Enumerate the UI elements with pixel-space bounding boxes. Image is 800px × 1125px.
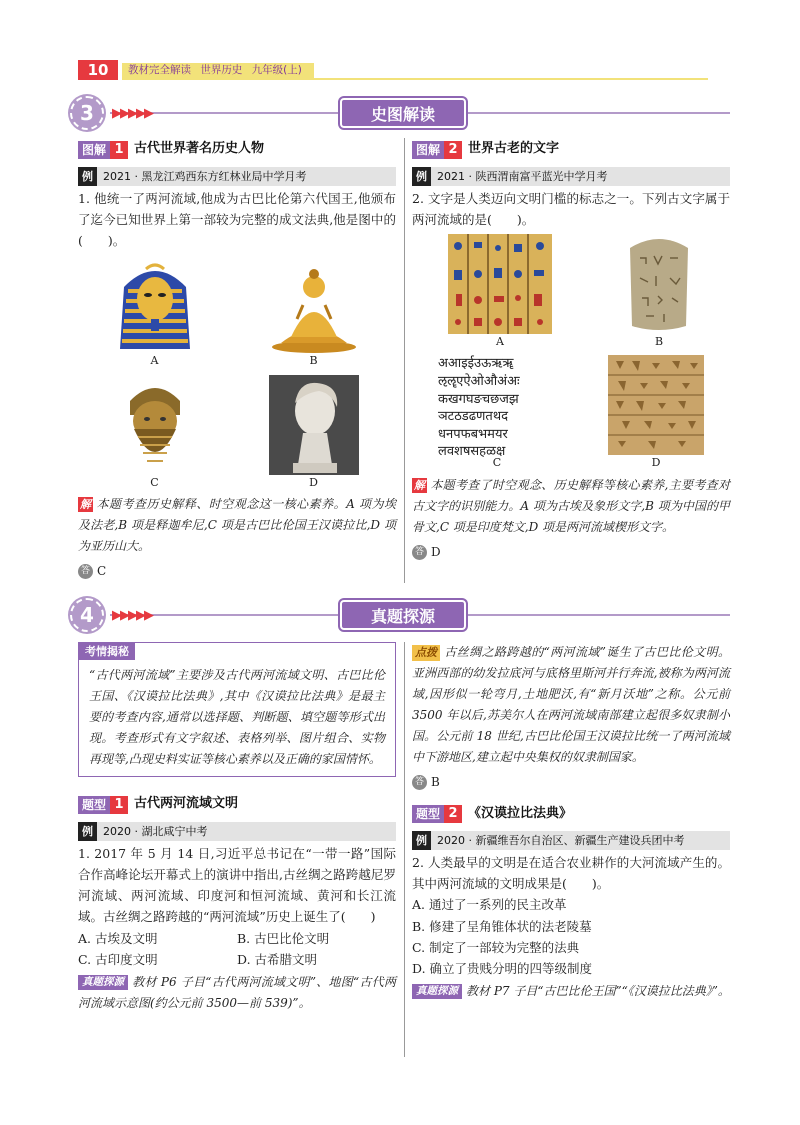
sanskrit-line: धनपफबभमयर: [438, 426, 508, 442]
section-title: 真题探源: [340, 600, 466, 630]
cuneiform-tablet-icon: [608, 355, 704, 455]
hint: [412, 642, 730, 768]
page-number: 10: [78, 60, 118, 80]
question-type-2: [412, 802, 730, 825]
explain-label: 解: [80, 498, 91, 512]
hieroglyphs-icon: [448, 234, 552, 334]
image-row: [412, 355, 730, 470]
sanskrit-line: ऌॡएऐओऔअंअः: [438, 373, 520, 389]
answer: [412, 772, 730, 792]
arrows-icon: ▶▶▶▶▶: [112, 608, 152, 623]
image-option-b: [269, 257, 359, 368]
image-option-d: [608, 355, 704, 470]
section-title: 史图解读: [340, 98, 466, 128]
image-option-a: [448, 234, 552, 349]
option-d: D. 确立了贵贱分明的四等级制度: [412, 961, 593, 977]
breadcrumb-item: 九年级(上): [251, 64, 302, 76]
explanation: [78, 494, 396, 557]
alexander-bust-icon: [269, 375, 359, 475]
sanskrit-line: ञटठडढणतथद: [438, 409, 509, 425]
answer-label: 答: [78, 564, 93, 579]
question-text: 1. 他统一了两河流域,他成为古巴比伦第六代国王,他颁布了迄今已知世界上第一部较为完整的成文法典,他是图中的( )。: [78, 190, 396, 249]
image-row: [412, 234, 730, 349]
example-label: 例: [412, 831, 431, 850]
exam-insight-box: [78, 642, 396, 777]
question-type-number: 2: [444, 805, 462, 823]
page-header: [78, 60, 708, 80]
example-source: 2021 · 陕西渭南富平蓝光中学月考: [437, 169, 608, 183]
example-label: 例: [78, 822, 97, 841]
answer-value: D: [431, 544, 441, 559]
breadcrumb-item: 世界历史: [200, 64, 243, 76]
figure-2-panel: [412, 138, 730, 562]
breadcrumb-item: 教材完全解读: [128, 64, 191, 76]
section-number: 3: [70, 96, 104, 130]
example-source: 2020 · 新疆维吾尔自治区、新疆生产建设兵团中考: [437, 833, 685, 847]
header-rule: [122, 78, 708, 80]
example-source-bar: [412, 831, 730, 850]
question-type-title: 古代两河流域文明: [134, 796, 239, 812]
image-label: B: [309, 354, 318, 368]
arrows-icon: ▶▶▶▶▶: [112, 106, 152, 121]
hammurabi-bust-icon: [116, 375, 194, 475]
exam-right-column: [412, 642, 730, 1002]
figure-number: 2: [444, 141, 462, 159]
image-row: [78, 257, 396, 368]
image-label: C: [492, 456, 502, 470]
exam-insight-text: “古代两河流域”主要涉及古代两河流域文明、古巴比伦王国、《汉谟拉比法典》,其中《汉谟拉比法典》是最主要的考查内容,通常以选择题、判断题、填空题等形式出现。考查形式有文字叙述、表格列举、图片组合、实物再现等,凸现史料实证等核心素养以及正确的家国情怀。: [89, 668, 385, 766]
breadcrumb: [122, 63, 314, 78]
answer: [78, 561, 396, 581]
hint-text: 古丝绸之路跨越的“两河流域”诞生了古巴比伦文明。亚洲西部的幼发拉底河与底格里斯河并行奔流,被称为两河流域,因形似一轮弯月,土地肥沃,有“新月沃地”之称。公元前 3500 年以后,苏美尔人在两河流域南部建立起很多奴隶制小国。公元前 18 世纪,古巴比伦国王汉谟拉比统一了两河流域中下游地区,建立起中央集权的奴隶制国家。: [412, 645, 730, 764]
answer-label: 答: [412, 775, 427, 790]
options-list: [78, 928, 396, 971]
sanskrit-line: कखगघङचछजझ: [438, 391, 519, 407]
explanation: [412, 475, 730, 538]
source-label: 真题探源: [78, 975, 128, 990]
image-label: D: [309, 475, 318, 489]
options-list: [412, 894, 730, 979]
question-text: 1. 2017 年 5 月 14 日,习近平总书记在“一带一路”国际合作高峰论坛开幕式上的演讲中指出,古丝绸之路跨越尼罗河流域、两河流域、印度河和恒河流域、黄河和长江流域。古丝绸之路跨越的“两河流域”历史上诞生了( ): [78, 845, 396, 925]
question-type-tag: 题型: [78, 796, 110, 814]
option-c: C. 制定了一部较为完整的法典: [412, 939, 580, 955]
section-4-header: [70, 598, 730, 632]
image-option-b: [624, 234, 694, 349]
source-text: 教材 P7 子目“古巴比伦王国”“《汉谟拉比法典》”。: [466, 984, 730, 999]
question-type-number: 1: [110, 796, 128, 814]
explain-label: 解: [414, 478, 425, 492]
image-option-d: [269, 375, 359, 490]
example-label: 例: [412, 167, 431, 186]
image-option-a: [116, 257, 194, 368]
tutankhamun-mask-icon: [116, 257, 194, 353]
exam-left-column: [78, 642, 396, 1014]
figure-number: 1: [110, 141, 128, 159]
source-text: 教材 P6 子目“古代两河流域文明”、地图“古代两河流域示意图(约公元前 3500—前 539)”。: [78, 975, 396, 1011]
figure-1-panel: [78, 138, 396, 581]
oracle-bone-icon: [624, 234, 694, 334]
answer: [412, 542, 730, 562]
image-label: D: [651, 456, 661, 470]
explain-text: 本题考查历史解释、时空观念这一核心素养。A 项为埃及法老,B 项是释迦牟尼,C 项是古巴比伦国王汉谟拉比,D 项为亚历山大。: [78, 497, 396, 554]
image-option-c: [438, 355, 556, 470]
example-source-bar: [412, 167, 730, 186]
source-note: [412, 981, 730, 1002]
option-c: C. 古印度文明: [78, 951, 158, 967]
source-note: [78, 972, 396, 1014]
image-label: A: [496, 335, 504, 349]
example-source-bar: [78, 822, 396, 841]
answer-label: 答: [412, 545, 427, 560]
question-type-tag: 题型: [412, 805, 444, 823]
option-d: D. 古希腊文明: [237, 951, 318, 967]
figure-tag: 图解: [412, 141, 444, 159]
figure-title: 世界古老的文字: [468, 141, 560, 157]
example-label: 例: [78, 167, 97, 186]
option-a: A. 通过了一系列的民主改革: [412, 897, 567, 913]
option-a: A. 古埃及文明: [78, 930, 158, 946]
sanskrit-script: [438, 355, 556, 460]
image-label: B: [654, 335, 664, 349]
figure-title: 古代世界著名历史人物: [134, 141, 265, 157]
answer-value: C: [97, 564, 107, 579]
buddha-statue-icon: [269, 257, 359, 353]
option-b: B. 修建了呈角锥体状的法老陵墓: [412, 918, 592, 934]
sanskrit-line: लवशषसहळक्ष: [438, 444, 506, 460]
source-label: 真题探源: [412, 984, 462, 999]
question-type-1: [78, 793, 396, 816]
section-3-header: [70, 96, 730, 130]
column-divider: [404, 642, 405, 1057]
question-text: 2. 人类最早的文明是在适合农业耕作的大河流域产生的。其中两河流域的文明成果是( )。: [412, 854, 730, 892]
hint-label: 点拨: [412, 645, 440, 661]
explain-text: 本题考查了时空观念、历史解释等核心素养,主要考查对古文字的识别能力。A 项为古埃及象形文字,B 项为中国的甲骨文,C 项是印度梵文,D 项是两河流域楔形文字。: [412, 477, 730, 534]
column-divider: [404, 138, 405, 583]
sanskrit-line: अआइईउऊऋॠ: [438, 356, 514, 372]
example-source-bar: [78, 167, 396, 186]
image-label: C: [150, 475, 159, 489]
question-text: 2. 文字是人类迈向文明门槛的标志之一。下列古文字属于两河流域的是( )。: [412, 190, 730, 227]
exam-insight-label: 考情揭秘: [79, 643, 135, 660]
image-option-c: [116, 375, 194, 490]
example-source: 2020 · 湖北咸宁中考: [103, 824, 208, 838]
image-label: A: [150, 354, 159, 368]
section-number: 4: [70, 598, 104, 632]
question-type-title: 《汉谟拉比法典》: [468, 805, 573, 821]
image-row: [78, 375, 396, 490]
answer-value: B: [431, 775, 440, 789]
option-b: B. 古巴比伦文明: [237, 930, 330, 946]
example-source: 2021 · 黑龙江鸡西东方红林业局中学月考: [103, 169, 307, 183]
figure-tag: 图解: [78, 141, 110, 159]
